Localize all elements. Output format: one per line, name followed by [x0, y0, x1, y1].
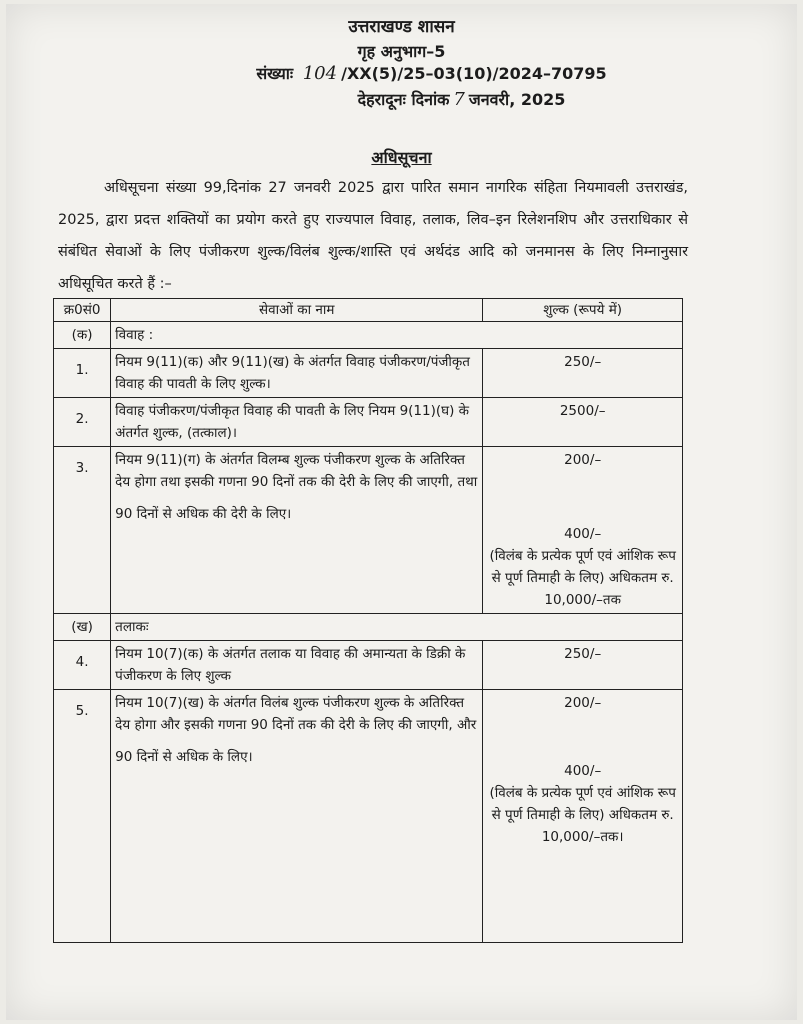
- section-row-divorce: [54, 614, 683, 641]
- row-fee-cell: [483, 690, 683, 943]
- header-serial: क्र0सं0: [54, 299, 111, 322]
- row-service: नियम 9(11)(ग) के अंतर्गत विलम्ब शुल्क पंजीकरण शुल्क के अतिरिक्त देय होगा तथा इसकी गणना 90 दिनों तक की देरी के लिए की जाएगी, तथा: [115, 452, 478, 490]
- table-row: [54, 398, 683, 447]
- row-service-extended: 90 दिनों से अधिक के लिए।: [115, 749, 253, 765]
- row-service: नियम 10(7)(क) के अंतर्गत तलाक या विवाह की अमान्यता के डिक्री के पंजीकरण के लिए शुल्क: [111, 641, 483, 690]
- row-fee: 200/–: [564, 695, 602, 711]
- handwritten-number: 104: [302, 63, 338, 84]
- row-fee-extended: 400/–: [564, 526, 602, 542]
- fee-table: [53, 298, 683, 943]
- date-suffix: जनवरी, 2025: [468, 90, 566, 109]
- row-fee-cell: [483, 447, 683, 614]
- row-service: नियम 9(11)(क) और 9(11)(ख) के अंतर्गत विवाह पंजीकरण/पंजीकृत विवाह की पावती के लिए शुल्क।: [111, 349, 483, 398]
- row-number: 5.: [54, 690, 111, 943]
- table-row: [54, 349, 683, 398]
- row-number: 3.: [54, 447, 111, 614]
- row-service-cell: [111, 690, 483, 943]
- row-service: विवाह पंजीकरण/पंजीकृत विवाह की पावती के लिए नियम 9(11)(घ) के अंतर्गत शुल्क, (तत्काल)।: [111, 398, 483, 447]
- header-fee: शुल्क (रूपये में): [483, 299, 683, 322]
- number-rest: /XX(5)/25–03(10)/2024–70795: [341, 64, 607, 83]
- row-service-cell: [111, 447, 483, 614]
- row-fee: 250/–: [483, 349, 683, 398]
- row-number: 1.: [54, 349, 111, 398]
- section-label: (क): [54, 322, 111, 349]
- table-row: [54, 641, 683, 690]
- row-fee: 2500/–: [483, 398, 683, 447]
- section-name: विवाह :: [111, 322, 683, 349]
- table-row: [54, 447, 683, 614]
- section-name: तलाकः: [111, 614, 683, 641]
- government-name: उत्तराखण्ड शासन: [348, 17, 455, 37]
- row-number: 4.: [54, 641, 111, 690]
- preamble-text: अधिसूचना संख्या 99,दिनांक 27 जनवरी 2025 द्वारा पारित समान नागरिक संहिता नियमावली उत्तराखंड, 2025, द्वारा प्रदत्त शक्तियों का प्रयोग करते हुए राज्यपाल विवाह, तलाक, लिव–इन रिलेशनशिप और उत्तराधिकार से संबंधित सेवाओं के लिए पंजीकरण शुल्क/विलंब शुल्क/शास्ति एवं अर्थदंड आदि को जनमानस के लिए निम्नानुसार अधिसूचित करते हैं :–: [58, 180, 688, 292]
- handwritten-date: 7: [453, 89, 465, 110]
- row-fee: 250/–: [483, 641, 683, 690]
- department-name: गृह अनुभाग–5: [357, 42, 446, 61]
- row-fee: 200/–: [564, 452, 602, 468]
- row-fee-note: (विलंब के प्रत्येक पूर्ण एवं आंशिक रूप से पूर्ण तिमाही के लिए) अधिकतम रु. 10,000/–तक।: [489, 785, 676, 845]
- number-label: संख्याः: [256, 64, 294, 83]
- date-prefix: देहरादूनः दिनांक: [357, 90, 450, 109]
- issue-date: [60, 88, 803, 110]
- section-row-marriage: [54, 322, 683, 349]
- row-fee-extended: 400/–: [564, 763, 602, 779]
- notification-title: अधिसूचना: [371, 148, 432, 167]
- table-header-row: [54, 299, 683, 322]
- row-service: नियम 10(7)(ख) के अंतर्गत विलंब शुल्क पंजीकरण शुल्क के अतिरिक्त देय होगा और इसकी गणना 90 दिनों तक की देरी के लिए की जाएगी, और: [115, 695, 477, 733]
- header-service: सेवाओं का नाम: [111, 299, 483, 322]
- row-service-extended: 90 दिनों से अधिक की देरी के लिए।: [115, 506, 292, 522]
- reference-number: [30, 62, 803, 84]
- table-row: [54, 690, 683, 943]
- section-label: (ख): [54, 614, 111, 641]
- row-fee-note: (विलंब के प्रत्येक पूर्ण एवं आंशिक रूप से पूर्ण तिमाही के लिए) अधिकतम रु. 10,000/–तक: [489, 548, 676, 608]
- row-number: 2.: [54, 398, 111, 447]
